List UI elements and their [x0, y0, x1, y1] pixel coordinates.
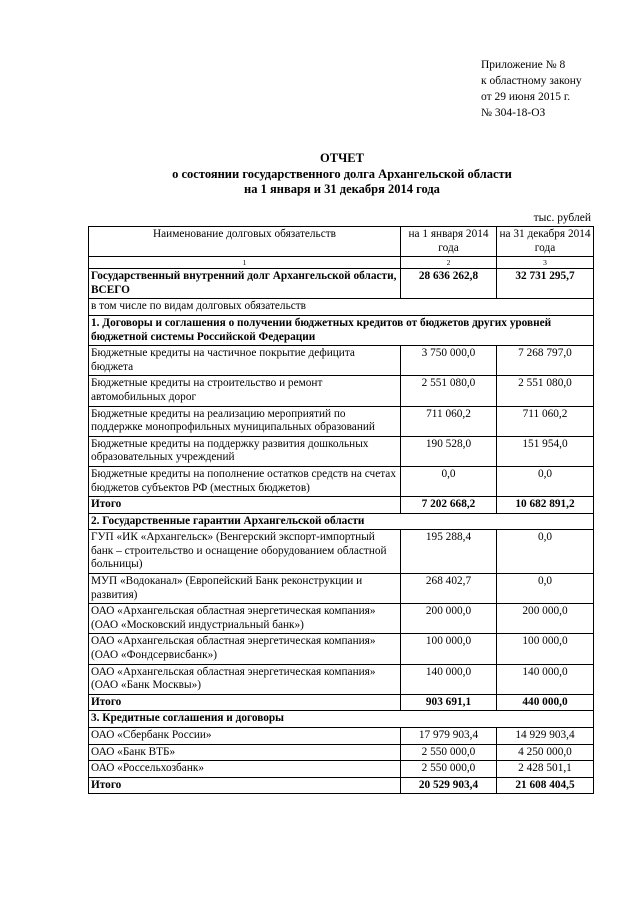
header-name: Наименование долговых обязательств	[89, 227, 401, 257]
title-line: о состоянии государственного долга Архангельской области	[172, 166, 512, 181]
including-row	[89, 299, 594, 316]
row-value-dec: 100 000,0	[497, 634, 594, 664]
table-row	[89, 466, 594, 496]
row-value-jan: 140 000,0	[401, 664, 497, 694]
row-value-jan: 17 979 903,4	[401, 728, 497, 745]
row-value-jan: 195 288,4	[401, 530, 497, 574]
row-value-dec: 21 608 404,5	[497, 777, 594, 794]
row-name: МУП «Водоканал» (Европейский Банк реконструкции и развития)	[89, 574, 401, 604]
row-name: ОАО «Сбербанк России»	[89, 728, 401, 745]
subtotal-row	[89, 694, 594, 711]
row-value-jan: 20 529 903,4	[401, 777, 497, 794]
row-value-jan: 903 691,1	[401, 694, 497, 711]
debt-table	[88, 226, 594, 794]
row-value-dec: 32 731 295,7	[497, 269, 594, 299]
subtotal-row	[89, 497, 594, 514]
subtotal-row	[89, 777, 594, 794]
row-value-dec: 440 000,0	[497, 694, 594, 711]
row-value-jan: 268 402,7	[401, 574, 497, 604]
row-name: Бюджетные кредиты на реализацию мероприятий по поддержке монопрофильных муниципальных образований	[89, 406, 401, 436]
table-row	[89, 436, 594, 466]
section-title: 1. Договоры и соглашения о получении бюджетных кредитов от бюджетов других уровней бюджетной системы Российской Федерации	[89, 315, 594, 345]
including-label: в том числе по видам долговых обязательств	[89, 299, 594, 316]
appendix-note	[481, 57, 582, 121]
row-value-dec: 151 954,0	[497, 436, 594, 466]
row-name: Бюджетные кредиты на частичное покрытие дефицита бюджета	[89, 346, 401, 376]
row-value-jan: 2 550 000,0	[401, 761, 497, 778]
row-value-jan: 3 750 000,0	[401, 346, 497, 376]
row-name: ОАО «Банк ВТБ»	[89, 744, 401, 761]
row-value-jan: 100 000,0	[401, 634, 497, 664]
table-header-row	[89, 227, 594, 257]
table-row	[89, 604, 594, 634]
row-value-jan: 28 636 262,8	[401, 269, 497, 299]
table-row	[89, 530, 594, 574]
row-name: Итого	[89, 694, 401, 711]
column-number: 1	[89, 257, 401, 269]
row-name: ОАО «Россельхозбанк»	[89, 761, 401, 778]
appendix-line: Приложение № 8	[481, 59, 566, 71]
appendix-line: от 29 июня 2015 г.	[481, 91, 571, 103]
row-value-jan: 190 528,0	[401, 436, 497, 466]
row-value-jan: 0,0	[401, 466, 497, 496]
row-name: Государственный внутренний долг Архангельской области, ВСЕГО	[89, 269, 401, 299]
row-value-dec: 7 268 797,0	[497, 346, 594, 376]
column-number: 2	[401, 257, 497, 269]
header-jan: на 1 января 2014 года	[401, 227, 497, 257]
title-line: на 1 января и 31 декабря 2014 года	[244, 182, 440, 196]
table-row	[89, 376, 594, 406]
row-name: Бюджетные кредиты на поддержку развития дошкольных образовательных учреждений	[89, 436, 401, 466]
row-value-jan: 200 000,0	[401, 604, 497, 634]
row-value-dec: 711 060,2	[497, 406, 594, 436]
row-value-dec: 0,0	[497, 574, 594, 604]
row-value-dec: 0,0	[497, 466, 594, 496]
row-value-dec: 2 551 080,0	[497, 376, 594, 406]
section-title: 3. Кредитные соглашения и договоры	[89, 711, 594, 728]
row-value-jan: 2 550 000,0	[401, 744, 497, 761]
row-value-jan: 7 202 668,2	[401, 497, 497, 514]
row-value-dec: 140 000,0	[497, 664, 594, 694]
row-value-dec: 2 428 501,1	[497, 761, 594, 778]
appendix-line: к областному закону	[481, 75, 582, 87]
row-name: Бюджетные кредиты на пополнение остатков средств на счетах бюджетов субъектов РФ (местных бюджетов)	[89, 466, 401, 496]
row-name: ГУП «ИК «Архангельск» (Венгерский экспорт-импортный банк – строительство и оснащение оборудованием областной больницы)	[89, 530, 401, 574]
section-header-row	[89, 711, 594, 728]
row-name: ОАО «Архангельская областная энергетическая компания» (ОАО «Банк Москвы»)	[89, 664, 401, 694]
report-title	[90, 151, 594, 198]
section-header-row	[89, 513, 594, 530]
table-row	[89, 346, 594, 376]
row-value-dec: 0,0	[497, 530, 594, 574]
table-row	[89, 574, 594, 604]
appendix-line: № 304-18-ОЗ	[481, 107, 546, 119]
row-name: ОАО «Архангельская областная энергетическая компания» (ОАО «Московский индустриальный банк»)	[89, 604, 401, 634]
row-value-dec: 14 929 903,4	[497, 728, 594, 745]
table-row	[89, 634, 594, 664]
row-value-dec: 4 250 000,0	[497, 744, 594, 761]
title-line: ОТЧЕТ	[320, 151, 364, 165]
row-value-jan: 711 060,2	[401, 406, 497, 436]
row-name: ОАО «Архангельская областная энергетическая компания» (ОАО «Фондсервисбанк»)	[89, 634, 401, 664]
table-row	[89, 744, 594, 761]
units-label: тыс. рублей	[533, 212, 591, 224]
column-number: 3	[497, 257, 594, 269]
row-name: Итого	[89, 497, 401, 514]
row-value-dec: 10 682 891,2	[497, 497, 594, 514]
grand-total-row	[89, 269, 594, 299]
table-row	[89, 406, 594, 436]
row-name: Бюджетные кредиты на строительство и ремонт автомобильных дорог	[89, 376, 401, 406]
row-value-jan: 2 551 080,0	[401, 376, 497, 406]
row-value-dec: 200 000,0	[497, 604, 594, 634]
section-title: 2. Государственные гарантии Архангельской области	[89, 513, 594, 530]
row-name: Итого	[89, 777, 401, 794]
section-header-row	[89, 315, 594, 345]
column-number-row	[89, 257, 594, 269]
table-row	[89, 761, 594, 778]
table-row	[89, 728, 594, 745]
table-row	[89, 664, 594, 694]
header-dec: на 31 декабря 2014 года	[497, 227, 594, 257]
